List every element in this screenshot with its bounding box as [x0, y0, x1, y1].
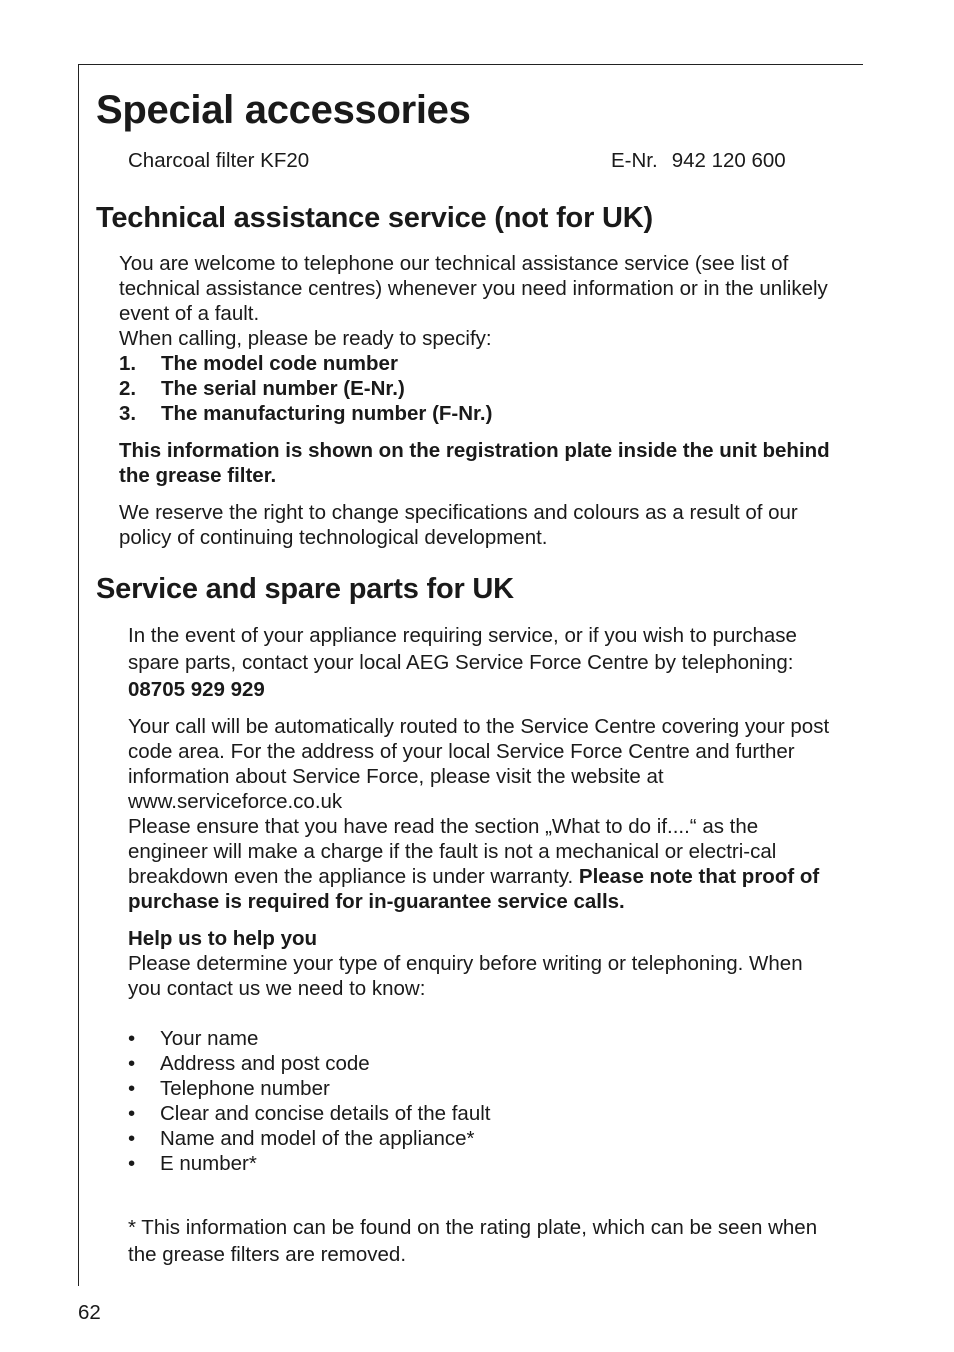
technical-plate-note: This information is shown on the registration plate inside the unit behind the grease filter.	[119, 439, 830, 487]
uk-proof: Please note that proof of purchase is required for in-guarantee service calls.	[128, 865, 820, 913]
uk-routed: Your call will be automatically routed to the Service Centre covering your post code area. For the address of your local Service Force Centre and further information about Service Force, please visit the website at www.serviceforce.co.uk	[128, 715, 830, 813]
help-heading: Help us to help you	[128, 927, 318, 950]
list-item: 2. The serial number (E-Nr.)	[119, 377, 405, 400]
technical-calling: When calling, please be ready to specify:	[119, 327, 492, 350]
uk-heading: Service and spare parts for UK	[96, 573, 514, 605]
technical-intro: You are welcome to telephone our technical assistance service (see list of technical assistance centres) whenever you need information or in the unlikely event of a fault.	[119, 252, 828, 325]
page-number: 62	[78, 1301, 101, 1324]
help-bullets	[128, 1026, 840, 1176]
list-item: • Address and post code	[128, 1052, 370, 1075]
frame-top-rule	[78, 64, 863, 65]
list-item: 1. The model code number	[119, 352, 398, 375]
list-item: • E number*	[128, 1152, 257, 1175]
technical-steps	[119, 351, 839, 426]
list-item: • Clear and concise details of the fault	[128, 1102, 491, 1125]
frame-left-rule	[78, 64, 79, 1286]
technical-section	[119, 251, 839, 550]
list-item: • Telephone number	[128, 1077, 330, 1100]
list-item: 3. The manufacturing number (F-Nr.)	[119, 402, 493, 425]
uk-ensure: Please ensure that you have read the section „What to do if....“ as the engineer will make a charge if the fault is not a mechanical or electri-cal breakdown even the appliance is under warranty. Please note that proof of purchase is required for in-guarantee service calls.	[128, 815, 820, 913]
uk-intro-text: In the event of your appliance requiring service, or if you wish to purchase spare parts, contact your local AEG Service Force Centre by telephoning:	[128, 624, 797, 674]
enr-label: E-Nr.	[611, 149, 658, 172]
list-item: • Name and model of the appliance*	[128, 1127, 475, 1150]
technical-heading: Technical assistance service (not for UK)	[96, 202, 653, 234]
help-text: Please determine your type of enquiry before writing or telephoning. When you contact us we need to know:	[128, 952, 803, 1000]
uk-intro	[128, 622, 840, 703]
accessory-enr	[611, 149, 786, 173]
list-item: • Your name	[128, 1027, 259, 1050]
page-title: Special accessories	[96, 88, 471, 132]
accessory-name: Charcoal filter KF20	[128, 149, 310, 172]
enr-value: 942 120 600	[671, 149, 786, 172]
technical-reserve: We reserve the right to change specifications and colours as a result of our policy of continuing technological development.	[119, 501, 798, 549]
uk-section	[128, 714, 840, 1176]
uk-footnote: * This information can be found on the rating plate, which can be seen when the grease filters are removed.	[128, 1216, 818, 1266]
uk-phone: 08705 929 929	[128, 678, 265, 701]
